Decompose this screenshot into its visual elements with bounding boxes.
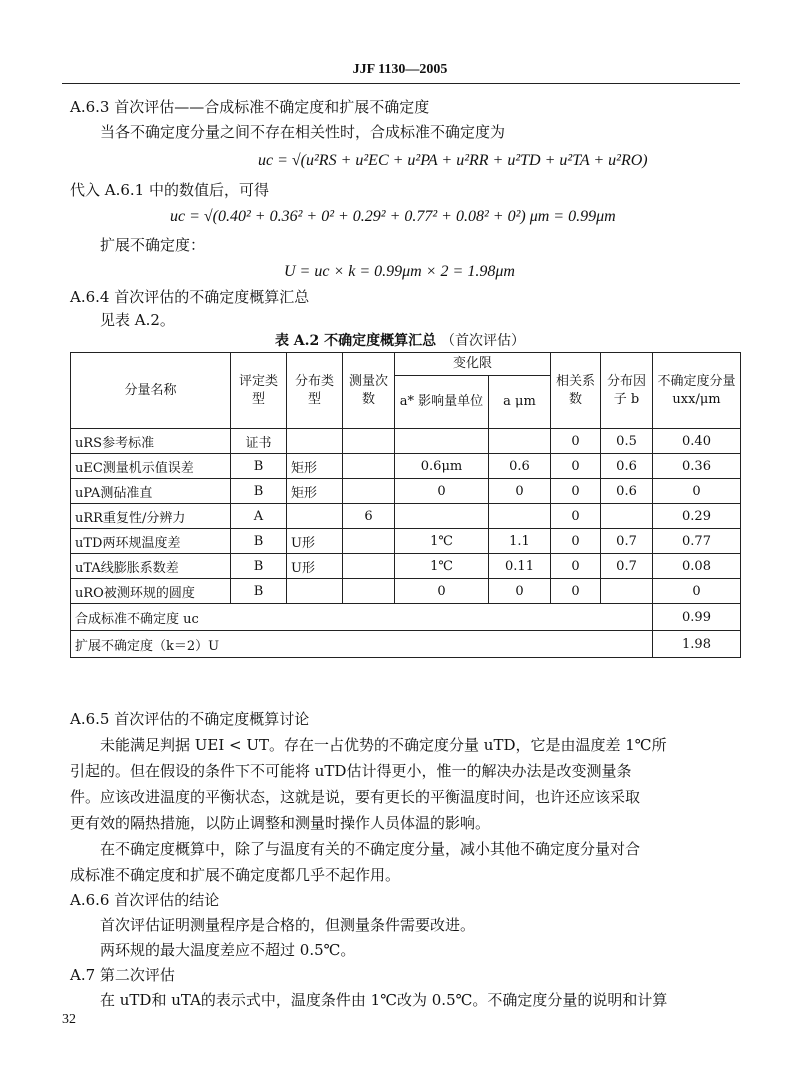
expanded-uncertainty-value: 1.98 [653,631,741,658]
cell-a-star: 0.6μm [395,454,489,479]
cell-a-star: 0 [395,479,489,504]
table-row [71,529,741,554]
cell-corr: 0 [551,554,601,579]
cell-name: uTD两环规温度差 [71,529,231,554]
paragraph-line: 在不确定度概算中，除了与温度有关的不确定度分量，减小其他不确定度分量对合 [100,840,641,858]
cell-eval: B [231,454,287,479]
cell-u: 0.29 [653,504,741,529]
cell-u: 0 [653,479,741,504]
cell-name: uRR重复性/分辨力 [71,504,231,529]
cell-b: 0.6 [601,479,653,504]
cell-name: uPA测砧准直 [71,479,231,504]
header-limit-a: a μm [489,376,551,429]
cell-name: uEC测量机示值误差 [71,454,231,479]
header-n-meas: 测量次数 [343,353,395,429]
cell-dist: 矩形 [287,479,343,504]
paragraph-line: 引起的。但在假设的条件下不可能将 uTD估计得更小，惟一的解决办法是改变测量条 [70,762,632,780]
header-name: 分量名称 [71,353,231,429]
table-caption-main: 表 A.2 不确定度概算汇总 [274,333,437,349]
paragraph: 当各不确定度分量之间不存在相关性时，合成标准不确定度为 [100,123,506,141]
cell-a: 0.6 [489,454,551,479]
cell-a-star [395,504,489,529]
cell-u: 0.77 [653,529,741,554]
paragraph-line: 首次评估证明测量程序是合格的，但测量条件需要改进。 [100,916,476,934]
cell-n [343,554,395,579]
expanded-uncertainty-label: 扩展不确定度（k＝2）U [71,631,653,658]
page-number: 32 [62,1012,76,1027]
cell-a: 0 [489,579,551,604]
cell-name: uRS参考标准 [71,429,231,454]
cell-dist: U形 [287,529,343,554]
cell-eval: B [231,529,287,554]
paragraph-line: 件。应该改进温度的平衡状态，这就是说，要有更长的平衡温度时间，也许还应该采取 [70,788,641,806]
section-heading-a63: A.6.3 首次评估——合成标准不确定度和扩展不确定度 [70,98,430,116]
table-row [71,579,741,604]
cell-a [489,429,551,454]
combined-uncertainty-value: 0.99 [653,604,741,631]
header-eval-type: 评定类型 [231,353,287,429]
cell-corr: 0 [551,529,601,554]
header-limit: 变化限 [395,353,551,376]
header-limit-a-star: a* 影响量单位 [395,376,489,429]
paragraph-line: 两环规的最大温度差应不超过 0.5℃。 [100,941,356,959]
cell-a: 0.11 [489,554,551,579]
paragraph: 代入 A.6.1 中的数值后，可得 [70,181,269,199]
cell-a-star [395,429,489,454]
cell-dist [287,504,343,529]
header-dist-type: 分布类型 [287,353,343,429]
cell-n [343,579,395,604]
cell-u: 0.40 [653,429,741,454]
table-row [71,554,741,579]
header-corr: 相关系数 [551,353,601,429]
table-caption [0,330,800,350]
cell-eval: B [231,579,287,604]
cell-n [343,454,395,479]
paragraph-line: 在 uTD和 uTA的表示式中，温度条件由 1℃改为 0.5℃。不确定度分量的说明和计算 [100,991,668,1009]
cell-a-star: 1℃ [395,529,489,554]
cell-eval: B [231,479,287,504]
table-row [71,454,741,479]
cell-dist: U形 [287,554,343,579]
table-row-expanded [71,631,741,658]
cell-name: uTA线膨胀系数差 [71,554,231,579]
cell-a [489,504,551,529]
cell-n [343,529,395,554]
table-row [71,504,741,529]
cell-dist [287,579,343,604]
table-row [71,479,741,504]
cell-corr: 0 [551,429,601,454]
cell-a-star: 1℃ [395,554,489,579]
paragraph-line: 更有效的隔热措施，以防止调整和测量时操作人员体温的影响。 [70,814,491,832]
cell-eval: 证书 [231,429,287,454]
formula-expanded-uncertainty: U = uc × k = 0.99μm × 2 = 1.98μm [284,263,515,280]
cell-name: uRO被测环规的圆度 [71,579,231,604]
cell-u: 0.08 [653,554,741,579]
cell-eval: A [231,504,287,529]
paragraph: 扩展不确定度： [100,236,206,254]
cell-u: 0.36 [653,454,741,479]
header-rule [62,83,740,84]
cell-u: 0 [653,579,741,604]
combined-uncertainty-label: 合成标准不确定度 uc [71,604,653,631]
cell-eval: B [231,554,287,579]
cell-dist [287,429,343,454]
cell-corr: 0 [551,504,601,529]
cell-n [343,429,395,454]
cell-b: 0.7 [601,554,653,579]
paragraph-line: 成标准不确定度和扩展不确定度都几乎不起作用。 [70,866,401,884]
cell-n: 6 [343,504,395,529]
page-header: JJF 1130—2005 [352,62,448,77]
section-heading-a7: A.7 第二次评估 [70,966,175,984]
cell-b: 0.6 [601,454,653,479]
cell-corr: 0 [551,479,601,504]
section-heading-a65: A.6.5 首次评估的不确定度概算讨论 [70,710,310,728]
formula-combined-uncertainty: uc = √(u²RS + u²EC + u²PA + u²RR + u²TD + u²TA + u²RO) [258,152,648,169]
paragraph: 见表 A.2。 [100,311,175,329]
header-factor: 分布因子 b [601,353,653,429]
cell-b: 0.7 [601,529,653,554]
cell-dist: 矩形 [287,454,343,479]
header-uncert: 不确定度分量 uxx/μm [653,353,741,429]
cell-a: 1.1 [489,529,551,554]
cell-corr: 0 [551,579,601,604]
cell-b [601,579,653,604]
paragraph-line: 未能满足判据 UEI < UT。存在一占优势的不确定度分量 uTD，它是由温度差 1℃所 [100,736,667,754]
cell-n [343,479,395,504]
formula-substituted-values: uc = √(0.40² + 0.36² + 0² + 0.29² + 0.77² + 0.08² + 0²) μm = 0.99μm [170,208,616,225]
cell-corr: 0 [551,454,601,479]
cell-a-star: 0 [395,579,489,604]
cell-b: 0.5 [601,429,653,454]
table-row-combined [71,604,741,631]
table-caption-sub: （首次评估） [441,333,526,349]
section-heading-a64: A.6.4 首次评估的不确定度概算汇总 [70,288,310,306]
cell-b [601,504,653,529]
uncertainty-budget-table [70,352,741,658]
cell-a: 0 [489,479,551,504]
table-row [71,429,741,454]
section-heading-a66: A.6.6 首次评估的结论 [70,891,220,909]
